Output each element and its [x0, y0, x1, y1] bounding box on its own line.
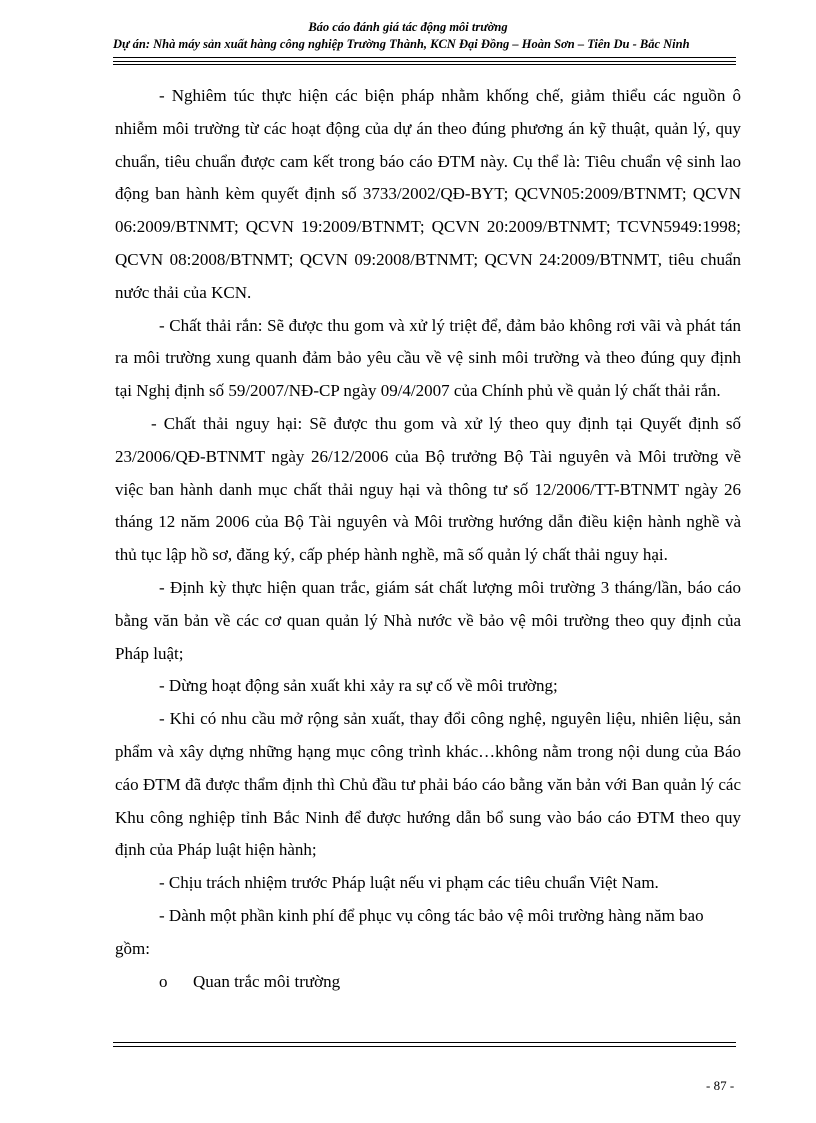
page-header [0, 20, 816, 51]
footer-rule-top [113, 1042, 736, 1043]
header-rule-middle [113, 61, 736, 62]
paragraph-commitment-standards: - Nghiêm túc thực hiện các biện pháp nhằm khống chế, giảm thiểu các nguồn ô nhiễm môi trường từ các hoạt động của dự án theo đúng phương án kỹ thuật, quản lý, quy chuẩn, tiêu chuẩn được cam kết trong báo cáo ĐTM này. Cụ thể là: Tiêu chuẩn vệ sinh lao động ban hành kèm quyết định số 3733/2002/QĐ-BYT; QCVN05:2009/BTNMT; QCVN 06:2009/BTNMT; QCVN 19:2009/BTNMT; QCVN 20:2009/BTNMT; TCVN5949:1998; QCVN 08:2008/BTNMT; QCVN 09:2008/BTNMT; QCVN 24:2009/BTNMT, tiêu chuẩn nước thải của KCN. [115, 86, 741, 302]
header-rule-bottom [113, 64, 736, 65]
report-title: Báo cáo đánh giá tác động môi trường [308, 20, 508, 34]
page-number: - 87 - [706, 1078, 735, 1093]
paragraph-hazardous-waste: - Chất thải nguy hại: Sẽ được thu gom và xử lý theo quy định tại Quyết định số 23/2006/QĐ-BTNMT ngày 26/12/2006 của Bộ trưởng Bộ Tài nguyên và Môi trường về việc ban hành danh mục chất thải nguy hại và thông tư số 12/2006/TT-BTNMT ngày 26 tháng 12 năm 2006 của Bộ Tài nguyên và Môi trường hướng dẫn điều kiện hành nghề và thủ tục lập hồ sơ, đăng ký, cấp phép hành nghề, mã số quản lý chất thải nguy hại. [115, 413, 741, 565]
paragraph-budget: - Dành một phần kinh phí để phục vụ công tác bảo vệ môi trường hàng năm bao gồm: [115, 905, 704, 958]
paragraph-monitoring: - Định kỳ thực hiện quan trắc, giám sát chất lượng môi trường 3 tháng/lần, báo cáo bằng văn bản về các cơ quan quản lý Nhà nước về bảo vệ môi trường theo quy định của Pháp luật; [115, 577, 741, 663]
footer-rule-bottom [113, 1046, 736, 1047]
list-bullet: o [159, 971, 168, 991]
list-item [115, 966, 741, 999]
document-body [115, 80, 741, 998]
paragraph-expansion: - Khi có nhu cầu mở rộng sản xuất, thay đổi công nghệ, nguyên liệu, nhiên liệu, sản phẩm và xây dựng những hạng mục công trình khác…không nằm trong nội dung của Báo cáo ĐTM đã được thẩm định thì Chủ đầu tư phải báo cáo bằng văn bản với Ban quản lý các Khu công nghiệp tỉnh Bắc Ninh để được hướng dẫn bổ sung vào báo cáo ĐTM theo quy định của Pháp luật hiện hành; [115, 709, 741, 860]
paragraph-solid-waste: - Chất thải rắn: Sẽ được thu gom và xử lý triệt để, đảm bảo không rơi vãi và phát tán ra môi trường xung quanh đảm bảo yêu cầu về vệ sinh môi trường và theo đúng quy định tại Nghị định số 59/2007/NĐ-CP ngày 09/4/2007 của Chính phủ về quản lý chất thải rắn. [115, 315, 741, 401]
paragraph-legal-responsibility: - Chịu trách nhiệm trước Pháp luật nếu vi phạm các tiêu chuẩn Việt Nam. [159, 873, 659, 893]
header-rule-top [113, 57, 736, 58]
list-item-text: Quan trắc môi trường [193, 971, 341, 991]
project-subtitle: Dự án: Nhà máy sản xuất hàng công nghiệp Trường Thành, KCN Đại Đồng – Hoàn Sơn – Tiên Du - Bắc Ninh [113, 37, 690, 51]
paragraph-stop-production: - Dừng hoạt động sản xuất khi xảy ra sự cố về môi trường; [159, 676, 558, 696]
